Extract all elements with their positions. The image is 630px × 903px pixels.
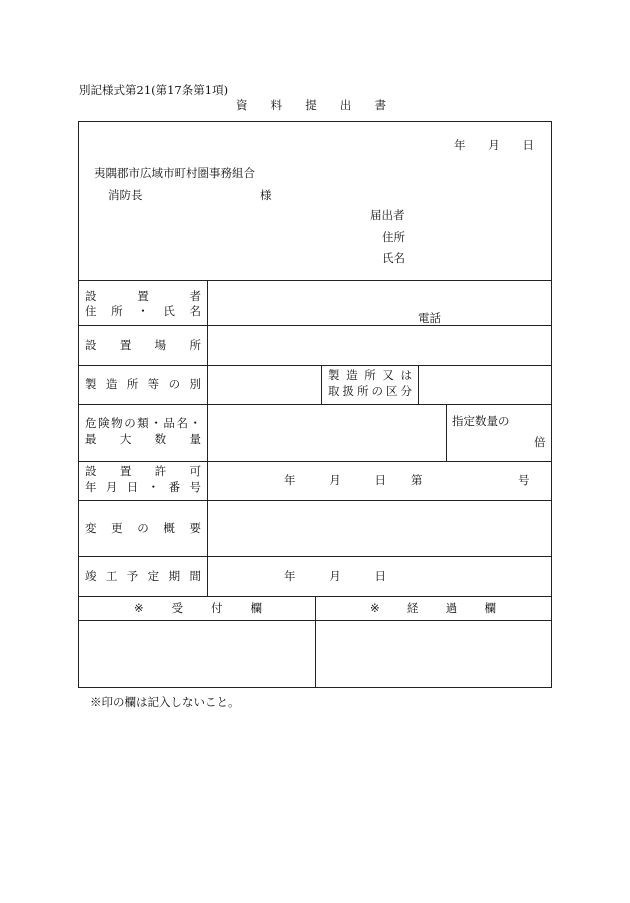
reception-column-header: ※ 受 付 欄 [134, 601, 262, 615]
change-summary-label: 変 更 の 概 要 [85, 521, 201, 535]
applicant-label: 届出者 [370, 208, 405, 222]
submission-date: 年 月 日 [454, 138, 534, 152]
hazard-class-label: 危 険 物 の 類 ・ 品 名 ・ [85, 416, 201, 430]
permit-number-prefix: 第 [411, 473, 423, 487]
installer-address-name-label: 住 所 ・ 氏 名 [85, 304, 201, 318]
facility-category-label-line1: 製 造 所 又 は [328, 368, 412, 382]
phone-label: 電話 [418, 311, 441, 325]
form-number: 別記様式第21(第17条第1項) [79, 83, 229, 97]
organization-name: 夷隅郡市広域市町村圏事務組合 [94, 166, 255, 180]
footer-note: ※印の欄は記入しないこと。 [90, 695, 240, 709]
permit-number-suffix: 号 [518, 473, 530, 487]
permit-date-number-label: 年 月 日 ・ 番 号 [85, 480, 201, 494]
facility-type-label: 製 造 所 等 の 別 [85, 377, 201, 391]
installer-label: 設 置 者 [85, 289, 201, 303]
document-title: 資 料 提 出 書 [236, 98, 386, 112]
fire-chief-label: 消防長 [108, 188, 143, 202]
name-label: 氏名 [382, 251, 405, 265]
permit-label: 設 置 許 可 [85, 464, 201, 478]
designated-quantity-label: 指定数量の [452, 414, 510, 428]
completion-period-label: 竣 工 予 定 期 間 [85, 569, 201, 583]
address-label: 住所 [382, 230, 405, 244]
facility-category-label-line2: 取 扱 所 の 区 分 [328, 384, 412, 398]
times-unit: 倍 [534, 435, 546, 449]
max-quantity-label: 最 大 数 量 [85, 432, 201, 446]
location-label: 設 置 場 所 [85, 338, 201, 352]
progress-column-header: ※ 経 過 欄 [370, 601, 496, 615]
permit-date: 年 月 日 [284, 473, 386, 487]
honorific: 様 [260, 188, 272, 202]
completion-date: 年 月 日 [284, 569, 386, 583]
